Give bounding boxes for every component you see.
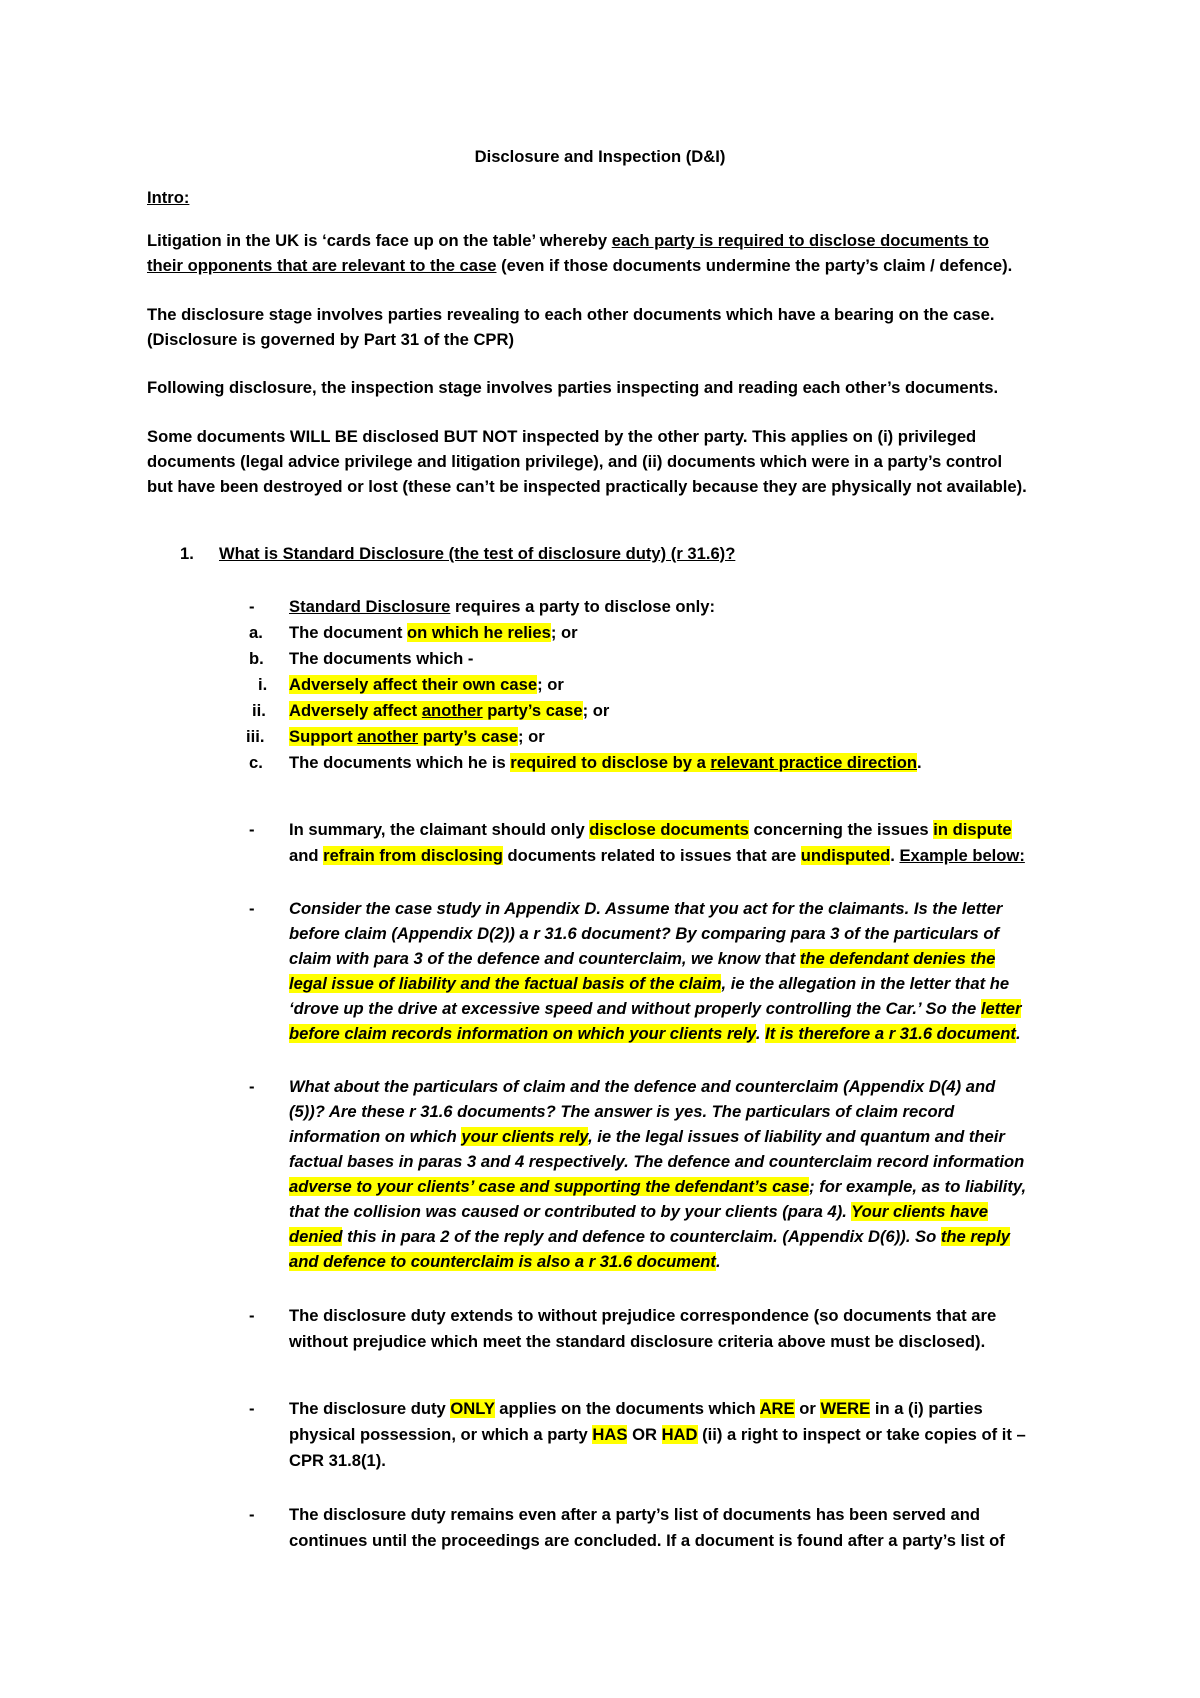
intro-p4-line2: documents (legal advice privilege and litigation privilege), and (ii) documents which were in a party’s control [147, 452, 1003, 471]
intro-p3: Following disclosure, the inspection stage involves parties inspecting and reading each other’s documents. [147, 378, 999, 397]
list-marker-c: c. [249, 753, 263, 772]
std-disclosure-line: Standard Disclosure requires a party to disclose only: [289, 597, 716, 616]
intro-p2-line2: (Disclosure is governed by Part 31 of the CPR) [147, 330, 514, 349]
wp-line1: The disclosure duty extends to without prejudice correspondence (so documents that are [289, 1306, 997, 1325]
only-line1: The disclosure duty ONLY applies on the documents which ARE or WERE in a (i) parties [289, 1399, 983, 1418]
intro-p1-line2: their opponents that are relevant to the case (even if those documents undermine the party’s claim / defence). [147, 256, 1013, 275]
list-marker-iii: iii. [246, 727, 265, 746]
only-line3: CPR 31.8(1). [289, 1451, 386, 1470]
intro-heading: Intro: [147, 188, 190, 207]
summary-line2: and refrain from disclosing documents related to issues that are undisputed. Example below: [289, 846, 1025, 865]
list-marker-b: b. [249, 649, 264, 668]
intro-p1-line1: Litigation in the UK is ‘cards face up on the table’ whereby each party is required to disclose documents to [147, 231, 989, 250]
remains-bullet: - [249, 1505, 255, 1524]
only-bullet: - [249, 1399, 255, 1418]
case2-line1: What about the particulars of claim and the defence and counterclaim (Appendix D(4) and [289, 1077, 996, 1096]
wp-bullet: - [249, 1306, 255, 1325]
summary-bullet: - [249, 820, 255, 839]
case1-line1: Consider the case study in Appendix D. Assume that you act for the claimants. Is the letter [289, 899, 1003, 918]
case2-line5: adverse to your clients’ case and supporting the defendant’s case; for example, as to liability, [289, 1177, 1027, 1196]
case2-line2: (5))? Are these r 31.6 documents? The answer is yes. The particulars of claim record [289, 1102, 955, 1121]
section-1-heading: What is Standard Disclosure (the test of disclosure duty) (r 31.6)? [219, 544, 736, 563]
wp-line2: without prejudice which meet the standard disclosure criteria above must be disclosed). [289, 1332, 986, 1351]
case2-line7: denied this in para 2 of the reply and defence to counterclaim. (Appendix D(6)). So the reply [289, 1227, 1011, 1246]
intro-p4-line1: Some documents WILL BE disclosed BUT NOT inspected by the other party. This applies on (i) privileged [147, 427, 977, 446]
section-1-number: 1. [180, 544, 194, 563]
case1-line3: claim with para 3 of the defence and counterclaim, we know that the defendant denies the [289, 949, 996, 968]
list-item-ii: Adversely affect another party’s case; or [289, 701, 610, 720]
remains-line1: The disclosure duty remains even after a party’s list of documents has been served and [289, 1505, 981, 1524]
case2-line4: factual bases in paras 3 and 4 respectively. The defence and counterclaim record information [289, 1152, 1025, 1171]
case1-line5: ‘drove up the drive at excessive speed and without properly controlling the Car.’ So the letter [289, 999, 1022, 1018]
case2-line3: information on which your clients rely, ie the legal issues of liability and quantum and their [289, 1127, 1005, 1146]
case2-line6: that the collision was caused or contributed to by your clients (para 4). Your clients have [289, 1202, 988, 1221]
list-item-c: The documents which he is required to disclose by a relevant practice direction. [289, 753, 922, 772]
list-marker-ii: ii. [252, 701, 266, 720]
bullet-dash: - [249, 597, 255, 616]
case1-bullet: - [249, 899, 255, 918]
case2-bullet: - [249, 1077, 255, 1096]
case2-line8: and defence to counterclaim is also a r 31.6 document. [289, 1252, 721, 1271]
summary-line1: In summary, the claimant should only disclose documents concerning the issues in dispute [289, 820, 1012, 839]
case1-line4: legal issue of liability and the factual basis of the claim, ie the allegation in the letter that he [289, 974, 1010, 993]
list-item-a: The document on which he relies; or [289, 623, 578, 642]
list-marker-i: i. [258, 675, 268, 694]
list-item-b: The documents which - [289, 649, 474, 668]
case1-line6: before claim records information on which your clients rely. It is therefore a r 31.6 document. [289, 1024, 1021, 1043]
only-line2: physical possession, or which a party HAS OR HAD (ii) a right to inspect or take copies of it – [289, 1425, 1026, 1444]
intro-p2-line1: The disclosure stage involves parties revealing to each other documents which have a bearing on the case. [147, 305, 995, 324]
case1-line2: before claim (Appendix D(2)) a r 31.6 document? By comparing para 3 of the particulars of [289, 924, 999, 943]
list-item-i: Adversely affect their own case; or [289, 675, 564, 694]
intro-p4-line3: but have been destroyed or lost (these can’t be inspected practically because they are physically not available). [147, 477, 1027, 496]
remains-line2: continues until the proceedings are concluded. If a document is found after a party’s list of [289, 1531, 1005, 1550]
list-marker-a: a. [249, 623, 263, 642]
list-item-iii: Support another party’s case; or [289, 727, 545, 746]
document-title: Disclosure and Inspection (D&I) [474, 147, 726, 166]
